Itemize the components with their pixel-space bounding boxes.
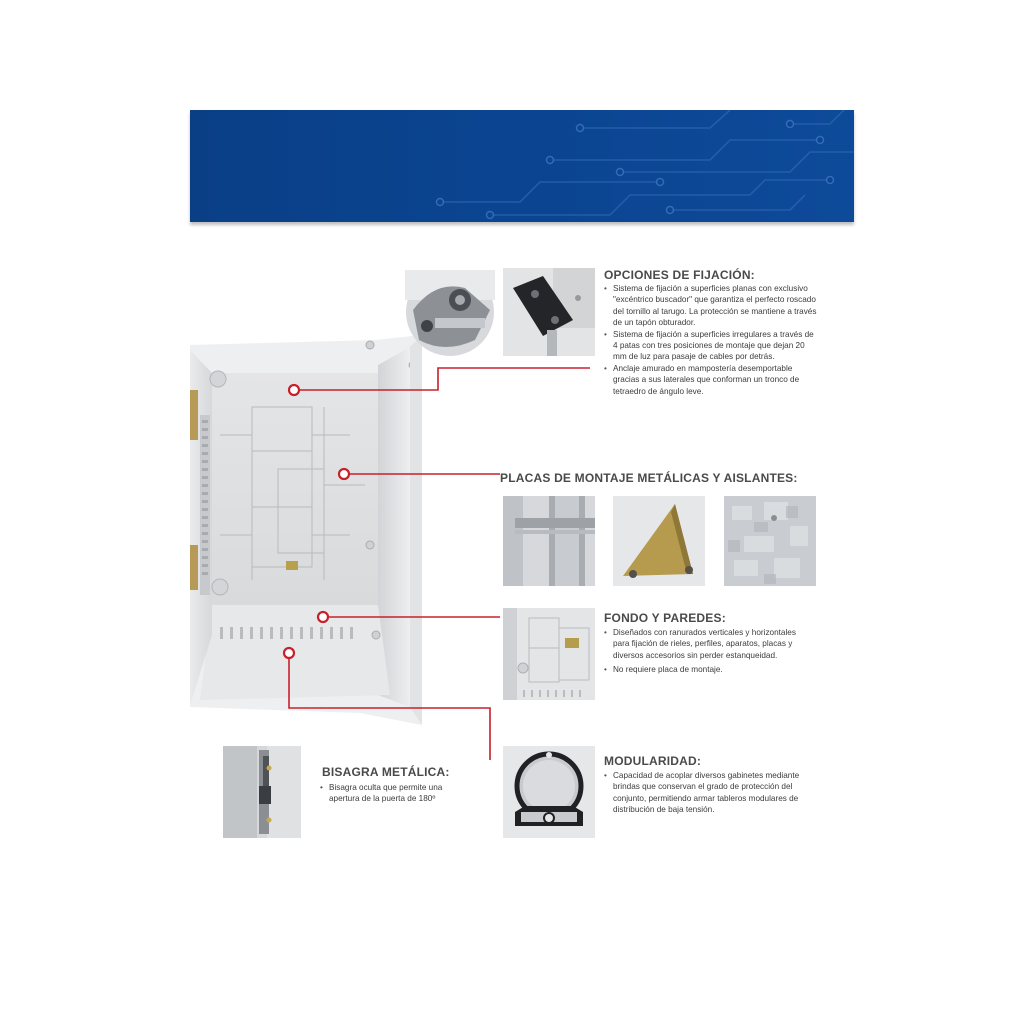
callout-dot-icon bbox=[284, 648, 294, 658]
leg-fixation-photo bbox=[503, 268, 595, 356]
hinge-photo bbox=[223, 746, 301, 838]
bullet-icon: • bbox=[604, 329, 607, 339]
callout-dot-icon bbox=[318, 612, 328, 622]
callout-dot-icon bbox=[339, 469, 349, 479]
list-item: • Anclaje amurado en mampostería desemportable gracias a sus laterales que conforman un tronco de tetraedro de ángulo leve. bbox=[604, 363, 800, 396]
bullet-icon: • bbox=[320, 783, 323, 792]
placas-title: PLACAS DE MONTAJE METÁLICAS Y AISLANTES: bbox=[500, 471, 798, 485]
back-walls-photo bbox=[503, 608, 595, 700]
galvanized-plate-photo bbox=[724, 496, 816, 586]
bullet-icon: • bbox=[604, 284, 607, 293]
fijacion-bullets bbox=[604, 283, 819, 397]
bullet-icon: • bbox=[604, 628, 607, 637]
brass-plate-photo bbox=[613, 496, 705, 586]
din-rail-photo bbox=[503, 496, 595, 586]
flange-photo bbox=[503, 746, 595, 838]
callout-dot-icon bbox=[289, 385, 299, 395]
modularidad-bullets bbox=[604, 770, 819, 816]
list-item: • Bisagra oculta que permite una apertura de la puerta de 180º bbox=[320, 783, 443, 804]
eccentric-fixation-photo bbox=[405, 270, 495, 358]
fondo-title: FONDO Y PAREDES: bbox=[604, 611, 726, 625]
list-item: • No requiere placa de montaje. bbox=[604, 665, 723, 675]
bullet-icon: • bbox=[604, 363, 607, 373]
bullet-icon: • bbox=[604, 665, 607, 675]
list-item: • Sistema de fijación a superficies irregulares a través de 4 patas con tres posiciones de montaje que dejan 20 mm de luz para pasaje de cables por detrás. bbox=[604, 329, 814, 362]
list-item: • Capacidad de acoplar diversos gabinetes mediante brindas que conservan el grado de protección del conjunto, permitiendo armar tableros modulares de distribución de baja tensión. bbox=[604, 771, 800, 815]
bisagra-title: BISAGRA METÁLICA: bbox=[322, 765, 450, 779]
list-item: • Diseñados con ranurados verticales y horizontales para fijación de rieles, perfiles, aparatos, placas y diversos accesorios sin perder estanqueidad. bbox=[604, 628, 796, 660]
fondo-bullets bbox=[604, 627, 814, 676]
list-item: • Sistema de fijación a superficies planas con exclusivo "excéntrico buscador" que garantiza el perfecto roscado del tornillo al tarugo. La protección se mantiene a través de un tapón obturador. bbox=[604, 284, 817, 328]
fijacion-title: OPCIONES DE FIJACIÓN: bbox=[604, 268, 755, 282]
bullet-icon: • bbox=[604, 771, 607, 780]
modularidad-title: MODULARIDAD: bbox=[604, 754, 702, 768]
bisagra-bullets bbox=[320, 782, 470, 805]
